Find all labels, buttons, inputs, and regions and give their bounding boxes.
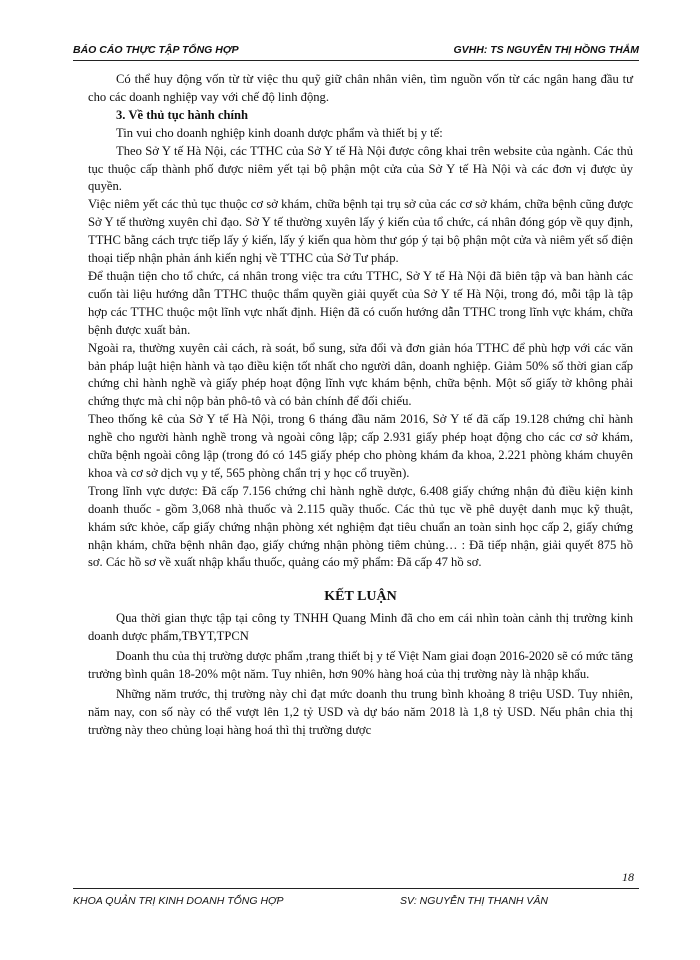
document-body: [88, 71, 633, 740]
paragraph-internship: Qua thời gian thực tập tại công ty TNHH Quang Minh đã cho em cái nhìn toàn cảnh thị trường kinh doanh dược phẩm,TBYT,TPCN: [88, 611, 633, 644]
page-number: 18: [622, 870, 634, 884]
paragraph-website: Theo Sở Y tế Hà Nội, các TTHC của Sở Y tế Hà Nội được công khai trên website của ngành. Các thủ tục thuộc cấp thành phố được niêm yết tại bộ phận một cửa của Sở Y tế Hà Nội và các đơn vị được ủy quyền.: [88, 143, 633, 194]
paragraph-reform: Ngoài ra, thường xuyên cải cách, rà soát, bổ sung, sửa đổi và đơn giản hóa TTHC để phù hợp với các văn bản pháp luật hiện hành và tạo điều kiện tốt nhất cho người dân, doanh nghiệp. Giảm 50% số thời gian cấp chứng chỉ hành nghề và giấy phép hoạt động lĩnh vực khám bệnh, chữa bệnh. Một số giấy tờ không phải chứng thực mà chỉ nộp bản phô-tô và có bản chính để đối chiếu.: [88, 340, 633, 409]
paragraph-good-news: Tin vui cho doanh nghiệp kinh doanh dược phẩm và thiết bị y tế:: [116, 125, 443, 140]
paragraph-market-size: Những năm trước, thị trường này chỉ đạt mức doanh thu trung bình khoảng 8 triệu USD. Tuy nhiên, năm nay, con số này có thể vượt lên 1,2 tỷ USD và dự báo năm 2018 là 1,8 tỷ USD. Nếu phân chia thị trường này theo chủng loại hàng hoá thì thị trường dược: [88, 686, 633, 737]
footer-student: SV: NGUYỄN THỊ THANH VÂN: [400, 895, 548, 907]
paragraph-statistics: Theo thống kê của Sở Y tế Hà Nội, trong 6 tháng đầu năm 2016, Sở Y tế đã cấp 19.128 chứng chỉ hành nghề cho người hành nghề trong và ngoài công lập; cấp 2.931 giấy phép hoạt động cho các cơ sở khám, chữa bệnh ngoài công lập (trong đó có 145 giấy phép cho phòng khám đa khoa, 2.221 phòng khám chuyên khoa và cơ sở dịch vụ y tế, 565 phòng chẩn trị y học cổ truyền).: [88, 412, 633, 480]
footer-faculty: KHOA QUẢN TRỊ KINH DOANH TỔNG HỢP: [73, 895, 284, 907]
paragraph-guidebooks: Để thuận tiện cho tổ chức, cá nhân trong việc tra cứu TTHC, Sở Y tế Hà Nội đã biên tập và ban hành các cuốn tài liệu hướng dẫn TTHC thuộc thẩm quyền giải quyết của Sở Y tế Hà Nội, trong đó, mỗi tập là tập hợp các TTHC thuộc một lĩnh vực nhất định. Hiện đã có cuốn hướng dẫn TTHC trong lĩnh vực khám, chữa bệnh được xuất bản.: [88, 268, 633, 337]
section-heading-administrative-procedures: 3. Về thủ tục hành chính: [116, 107, 249, 122]
header-supervisor: GVHH: TS NGUYỄN THỊ HỒNG THẮM: [453, 44, 639, 56]
paragraph-revenue: Doanh thu của thị trường dược phẩm ,trang thiết bị y tế Việt Nam giai đoạn 2016-2020 sẽ có mức tăng trưởng bình quân 18-20% một năm. Tuy nhiên, hơn 90% hàng hoá của thị trường này là nhập khẩu.: [88, 649, 633, 681]
page-footer: [73, 888, 639, 909]
paragraph-listing: Việc niêm yết các thủ tục thuộc cơ sở khám, chữa bệnh tại trụ sở của các cơ sở khám, chữa bệnh cũng được Sở Y tế thường xuyên chỉ đạo. Sở Y tế thường xuyên lấy ý kiến của tổ chức, cá nhân đóng góp về quy định, TTHC bằng cách trực tiếp lấy ý kiến, lấy ý kiến qua hòm thư góp ý tại bộ phận một cửa và niêm yết số điện thoại tiếp nhận phản ánh kiến nghị về TTHC của Sở Tư pháp.: [88, 197, 633, 266]
paragraph-pharmacy: Trong lĩnh vực dược: Đã cấp 7.156 chứng chỉ hành nghề dược, 6.408 giấy chứng nhận đủ điều kiện kinh doanh thuốc - gồm 3,068 nhà thuốc và 2.115 quầy thuốc. Các thủ tục về phê duyệt danh mục kỹ thuật, khám sức khỏe, cấp giấy chứng nhận phòng xét nghiệm đạt tiêu chuẩn an toàn sinh học cấp 2, giấy chứng nhận khám, chữa bệnh nhân đạo, giấy chứng nhận phòng tiêm chủng… : Đã tiếp nhận, giải quyết 875 hồ sơ. Các hồ sơ về xuất nhập khẩu thuốc, quảng cáo mỹ phẩm: Đã cấp 47 hồ sơ.: [88, 483, 633, 570]
conclusion-heading: KẾT LUẬN: [324, 589, 397, 605]
page-header: [73, 42, 639, 61]
paragraph-capital: Có thể huy động vốn từ từ việc thu quỹ giữ chân nhân viên, tìm nguồn vốn từ các ngân hang đầu tư cho các doanh nghiệp vay với chế độ linh động.: [88, 72, 633, 104]
header-report-title: BÁO CÁO THỰC TẬP TỔNG HỢP: [73, 44, 239, 56]
